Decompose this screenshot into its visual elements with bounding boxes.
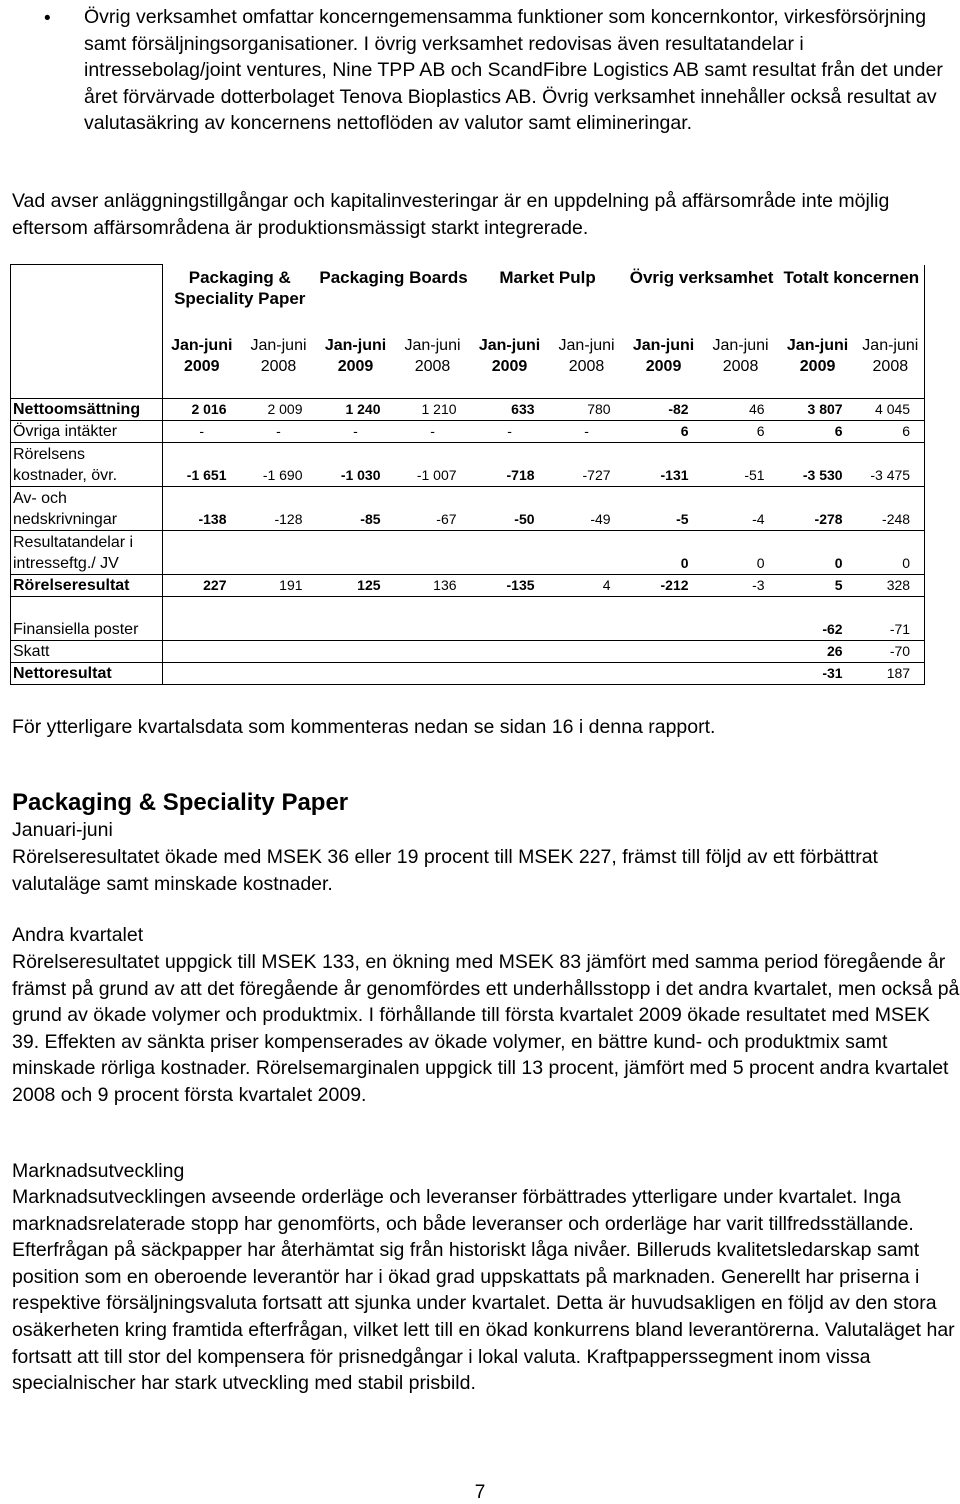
table-row [11, 641, 925, 663]
cell: -31 [779, 663, 857, 685]
cell: -49 [549, 487, 625, 531]
market-text: Marknadsutvecklingen avseende orderläge och leveranser förbättrades ytterligare under kvartalet. Inga marknadsrelaterade stopp har genomförts, och både leveranser och orderläge har varit tillfredsställande. Efterfrågan på säckpapper har återhämtat sig från historiskt låga nivåer. Billeruds kvalitetsledarskap samt position som en oberoende leverantör har i ökad grad uppskattats på marknaden. Generellt har priserna i respektive försäljningsvaluta fortsatt att sjunka under kvartalet. Detta är huvudsakligen en följd av den stora osäkerheten kring framtida efterfrågan, vilket lett till en ökad konkurrens bland leverantörerna. Valutaläget har fortsatt att till stor del kompensera för prisnedgångar i lokal valuta. Kraftpapperssegment inom vissa specialnischer har stark utveckling med stabil prisbild. [12, 1186, 955, 1395]
cell: - [317, 421, 395, 443]
cell: 3 807 [779, 399, 857, 421]
table-row [11, 399, 925, 421]
table-row [11, 531, 925, 575]
cell: -5 [625, 487, 703, 531]
cell: - [471, 421, 549, 443]
cell: -727 [549, 443, 625, 487]
row-label: Finansiella poster [11, 597, 163, 641]
row-label: Nettoresultat [11, 663, 163, 685]
cell: - [395, 421, 471, 443]
table-row [11, 597, 925, 641]
cell: 633 [471, 399, 549, 421]
cell: -135 [471, 575, 549, 597]
quarterly-note: För ytterligare kvartalsdata som kommenteras nedan se sidan 16 i denna rapport. [12, 716, 716, 738]
row-label: Nettoomsättning [11, 399, 163, 421]
cell: 125 [317, 575, 395, 597]
cell [163, 641, 779, 663]
subheading-jan-jun: Januari-juni [12, 819, 113, 841]
period-header: Jan-juni 2008 [712, 336, 769, 375]
cell: -85 [317, 487, 395, 531]
cell: -3 475 [857, 443, 925, 487]
cell: - [241, 421, 317, 443]
group-header: Market Pulp [499, 267, 596, 287]
cell: -248 [857, 487, 925, 531]
table-row [11, 487, 925, 531]
table-row [11, 663, 925, 685]
table-row [11, 443, 925, 487]
group-header: Övrig verksamhet [629, 267, 774, 287]
cell: 136 [395, 575, 471, 597]
row-label: Av- och nedskrivningar [11, 487, 163, 531]
segment-table [10, 264, 925, 685]
section-heading: Packaging & Speciality Paper [12, 789, 349, 816]
cell: -82 [625, 399, 703, 421]
cell: -67 [395, 487, 471, 531]
bullet-paragraph: Övrig verksamhet omfattar koncerngemensamma funktioner som koncernkontor, virkesförsörjning samt försäljningsorganisationer. I övrig verksamhet redovisas även resultatandelar i intressebolag/joint ventures, Nine TPP AB och ScandFibre Logistics AB samt resultat från det under året förvärvade dotterbolaget Tenova Bioplastics AB. Övrig verksamhet innehåller också resultat av valutasäkring av koncernens nettoflöden av valutor samt elimineringar. [84, 6, 943, 135]
table-row [11, 421, 925, 443]
cell [163, 531, 241, 575]
cell: 4 [549, 575, 625, 597]
group-header: Packaging Boards [319, 267, 468, 287]
cell: 6 [857, 421, 925, 443]
table-row [11, 575, 925, 597]
period-header: Jan-juni 2009 [478, 336, 541, 375]
row-label: Rörelseresultat [11, 575, 163, 597]
cell: 0 [857, 531, 925, 575]
cell [163, 597, 779, 641]
assets-paragraph: Vad avser anläggningstillgångar och kapitalinvesteringar är en uppdelning på affärsområde inte möjlig eftersom affärsområdena är produktionsmässigt starkt integrerade. [12, 190, 890, 239]
period-header: Jan-juni 2008 [250, 336, 307, 375]
cell: 0 [625, 531, 703, 575]
cell: 0 [703, 531, 779, 575]
row-label: Rörelsens kostnader, övr. [11, 443, 163, 487]
cell: -51 [703, 443, 779, 487]
period-header: Jan-juni 2009 [324, 336, 387, 375]
cell: 191 [241, 575, 317, 597]
cell: -1 030 [317, 443, 395, 487]
cell: -278 [779, 487, 857, 531]
cell: 5 [779, 575, 857, 597]
group-header: Totalt koncernen [779, 265, 925, 335]
cell: 6 [703, 421, 779, 443]
cell: 6 [779, 421, 857, 443]
subheading-market: Marknadsutveckling [12, 1160, 185, 1182]
cell: -50 [471, 487, 549, 531]
cell: -131 [625, 443, 703, 487]
cell [241, 531, 317, 575]
subheading-q2: Andra kvartalet [12, 924, 144, 946]
cell: -1 690 [241, 443, 317, 487]
cell: 2 016 [163, 399, 241, 421]
cell: 1 210 [395, 399, 471, 421]
cell: 227 [163, 575, 241, 597]
cell [163, 663, 779, 685]
table-corner [11, 265, 163, 399]
row-label: Skatt [11, 641, 163, 663]
cell: 46 [703, 399, 779, 421]
cell: 2 009 [241, 399, 317, 421]
cell: 6 [625, 421, 703, 443]
page-number: 7 [474, 1482, 486, 1503]
cell: -1 651 [163, 443, 241, 487]
row-label: Resultatandelar i intresseftg./ JV [11, 531, 163, 575]
cell: 187 [857, 663, 925, 685]
period-header: Jan-juni 2009 [171, 336, 233, 375]
cell [549, 531, 625, 575]
period-header: Jan-juni 2008 [857, 335, 925, 399]
cell: -128 [241, 487, 317, 531]
cell: - [549, 421, 625, 443]
cell: -62 [779, 597, 857, 641]
cell: -3 [703, 575, 779, 597]
cell: -1 007 [395, 443, 471, 487]
cell: -71 [857, 597, 925, 641]
cell: 26 [779, 641, 857, 663]
cell [317, 531, 395, 575]
cell: -4 [703, 487, 779, 531]
row-label: Övriga intäkter [11, 421, 163, 443]
group-header: Packaging & Speciality Paper [174, 267, 306, 308]
period-header: Jan-juni 2009 [786, 336, 849, 375]
cell: -212 [625, 575, 703, 597]
cell: 4 045 [857, 399, 925, 421]
period-header: Jan-juni 2009 [632, 336, 695, 375]
cell: - [163, 421, 241, 443]
cell: 1 240 [317, 399, 395, 421]
cell: -718 [471, 443, 549, 487]
jan-jun-text: Rörelseresultatet ökade med MSEK 36 eller 19 procent till MSEK 227, främst till följd av ett förbättrat valutaläge samt minskade kostnader. [12, 846, 878, 895]
cell [395, 531, 471, 575]
period-header: Jan-juni 2008 [404, 336, 461, 375]
cell: 780 [549, 399, 625, 421]
cell: 328 [857, 575, 925, 597]
period-header: Jan-juni 2008 [558, 336, 615, 375]
cell: -138 [163, 487, 241, 531]
cell: 0 [779, 531, 857, 575]
q2-text: Rörelseresultatet uppgick till MSEK 133, en ökning med MSEK 83 jämfört med samma period föregående år främst på grund av att det föregående år genomfördes ett underhållsstopp i det andra kvartalet, men också på grund av ökade volymer och produktmix. I förhållande till första kvartalet 2009 ökade resultatet med MSEK 39. Effekten av sänkta priser kompenserades av ökade volymer, en bättre kund- och produktmix samt minskade rörliga kostnader. Rörelsemarginalen uppgick till 13 procent, jämfört med 5 procent andra kvartalet 2008 och 9 procent första kvartalet 2009. [12, 951, 960, 1106]
cell [471, 531, 549, 575]
bullet-icon: • [44, 8, 51, 29]
cell: -3 530 [779, 443, 857, 487]
cell: -70 [857, 641, 925, 663]
